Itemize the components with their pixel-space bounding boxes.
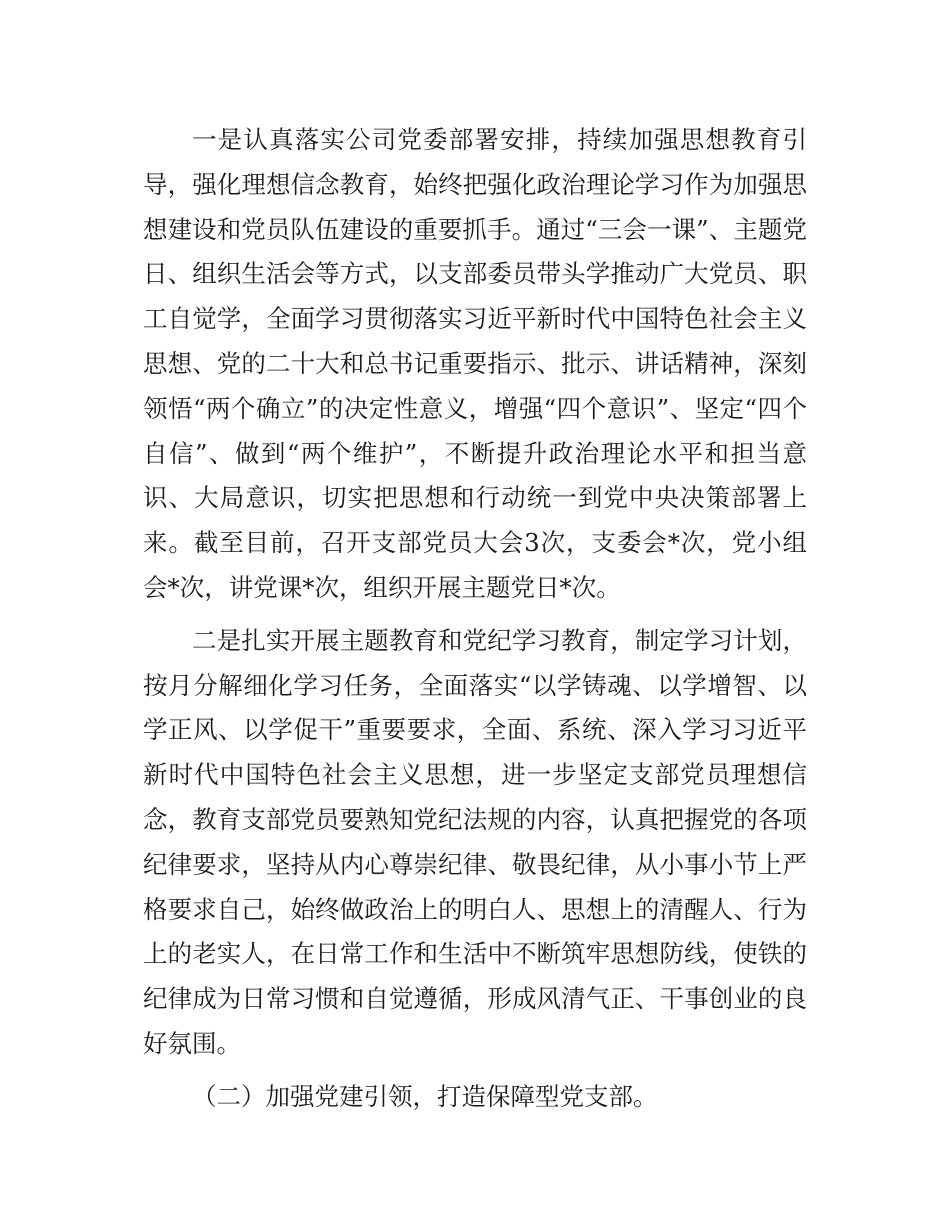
paragraph-2: 二是扎实开展主题教育和党纪学习教育，制定学习计划，按月分解细化学习任务，全面落实“以学铸魂、以学增智、以学正风、以学促干”重要要求，全面、系统、深入学习习近平新时代中国特色社会主义思想，进一步坚定支部党员理想信念，教育支部党员要熟知党纪法规的内容，认真把握党的各项纪律要求，坚持从内心尊崇纪律、敬畏纪律，从小事小节上严格要求自己，始终做政治上的明白人、思想上的清醒人、行为上的老实人，在日常工作和生活中不断筑牢思想防线，使铁的纪律成为日常习惯和自觉遵循，形成风清气正、干事创业的良好氛围。 [143,625,807,1058]
document-body [143,118,807,1120]
paragraph-1: 一是认真落实公司党委部署安排，持续加强思想教育引导，强化理想信念教育，始终把强化政治理论学习作为加强思想建设和党员队伍建设的重要抓手。通过“三会一课”、主题党日、组织生活会等方式，以支部委员带头学推动广大党员、职工自觉学，全面学习贯彻落实习近平新时代中国特色社会主义思想、党的二十大和总书记重要指示、批示、讲话精神，深刻领悟“两个确立”的决定性意义，增强“四个意识”、坚定“四个自信”、做到“两个维护”，不断提升政治理论水平和担当意识、大局意识，切实把思想和行动统一到党中央决策部署上来。截至目前，召开支部党员大会3次，支委会*次，党小组会*次，讲党课*次，组织开展主题党日*次。 [143,125,807,602]
section-heading: （二）加强党建引领，打造保障型党支部。 [192,1081,658,1111]
